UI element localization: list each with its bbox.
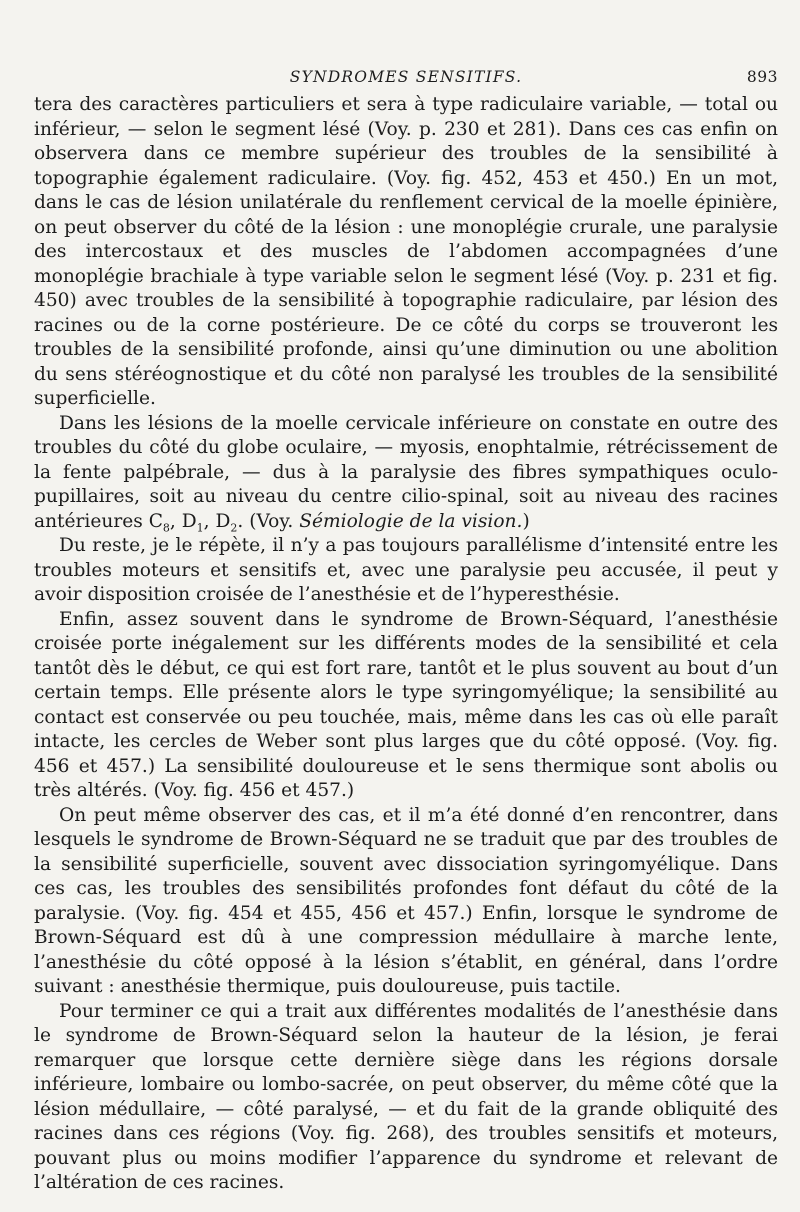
- paragraph-6: Pour terminer ce qui a trait aux différentes modalités de l’anesthésie dans le syndrome de Brown-Séquard selon la hauteur de la lésion, je ferai remarquer que lorsque cette dernière siège dans les régions dorsale inférieure, lombaire ou lombo-sacrée, on peut observer, du même côté que la lésion médullaire, — côté paralysé, — et du fait de la grande obliquité des racines dans ces régions (Voy. fig. 268), des troubles sensitifs et moteurs, pouvant plus ou moins modifier l’apparence du syndrome et relevant de l’altération de ces racines.: [34, 1000, 778, 1193]
- paragraph-2-sep-3: . (Voy.: [237, 510, 300, 532]
- paragraph-2-end: ): [522, 510, 530, 532]
- paragraph-2-sep-1: , D: [169, 510, 197, 532]
- paragraph-2-sep-2: , D: [203, 510, 231, 532]
- paragraph-2-text: Dans les lésions de la moelle cervicale inférieure on constate en outre des troubles du côté du globe oculaire, — myosis, enophtalmie, rétrécissement de la fente palpébrale, — dus à la paralysie des fibres sympathiques oculo-pupillaires, soit au niveau du centre cilio-spinal, soit au niveau des racines antérieures C: [34, 412, 778, 532]
- paragraph-3: Du reste, je le répète, il n’y a pas toujours parallélisme d’intensité entre les troubles moteurs et sensitifs et, avec une paralysie peu accusée, il peut y avoir disposition croisée de l’anesthésie et de l’hyperesthésie.: [34, 535, 778, 605]
- paragraph-5: On peut même observer des cas, et il m’a été donné d’en rencontrer, dans lesquels le syndrome de Brown-Séquard ne se traduit que par des troubles de la sensibilité superficielle, souvent avec dissociation syringomyélique. Dans ces cas, les troubles des sensibilités profondes font défaut du côté de la paralysie. (Voy. fig. 454 et 455, 456 et 457.) Enfin, lorsque le syndrome de Brown-Séquard est dû à une compression médullaire à marche lente, l’anesthésie du côté opposé à la lésion s’établit, en général, dans l’ordre suivant : anesthésie thermique, puis douloureuse, puis tactile.: [34, 804, 778, 997]
- paragraph-2: [34, 412, 778, 535]
- paragraph-1: tera des caractères particuliers et sera à type radiculaire variable, — total ou inférieur, — selon le segment lésé (Voy. p. 230 et 281). Dans ces cas enfin on observera dans ce membre supérieur des troubles de la sensibilité à topographie également radiculaire. (Voy. fig. 452, 453 et 450.) En un mot, dans le cas de lésion unilatérale du renflement cervical de la moelle épinière, on peut observer du côté de la lésion : une monoplégie crurale, une paralysie des intercostaux et des muscles de l’abdomen accompagnées d’une monoplégie brachiale à type variable selon le segment lésé (Voy. p. 231 et fig. 450) avec troubles de la sensibilité à topographie radiculaire, par lésion des racines ou de la corne postérieure. De ce côté du corps se trouveront les troubles de la sensibilité profonde, ainsi qu’une diminution ou une abolition du sens stéréognostique et du côté non paralysé les troubles de la sensibilité superficielle.: [34, 94, 778, 409]
- subscript-d2: 2: [230, 521, 238, 535]
- italic-reference: Sémiologie de la vision.: [299, 510, 523, 532]
- running-title: SYNDROMES SENSITIFS.: [289, 68, 523, 86]
- running-header: [34, 64, 778, 90]
- subscript-d1: 1: [196, 521, 204, 535]
- subscript-c8: 8: [162, 521, 170, 535]
- paragraph-4: Enfin, assez souvent dans le syndrome de Brown-Séquard, l’anesthésie croisée porte inégalement sur les différents modes de la sensibilité et cela tantôt dès le début, ce qui est fort rare, tantôt et le plus souvent au bout d’un certain temps. Elle présente alors le type syringomyélique; la sensibilité au contact est conservée ou peu touchée, mais, même dans les cas où elle paraît intacte, les cercles de Weber sont plus larges que du côté opposé. (Voy. fig. 456 et 457.) La sensibilité douloureuse et le sens thermique sont abolis ou très altérés. (Voy. fig. 456 et 457.): [34, 608, 778, 801]
- body-text: [34, 93, 778, 1196]
- page-number: 893: [746, 68, 778, 86]
